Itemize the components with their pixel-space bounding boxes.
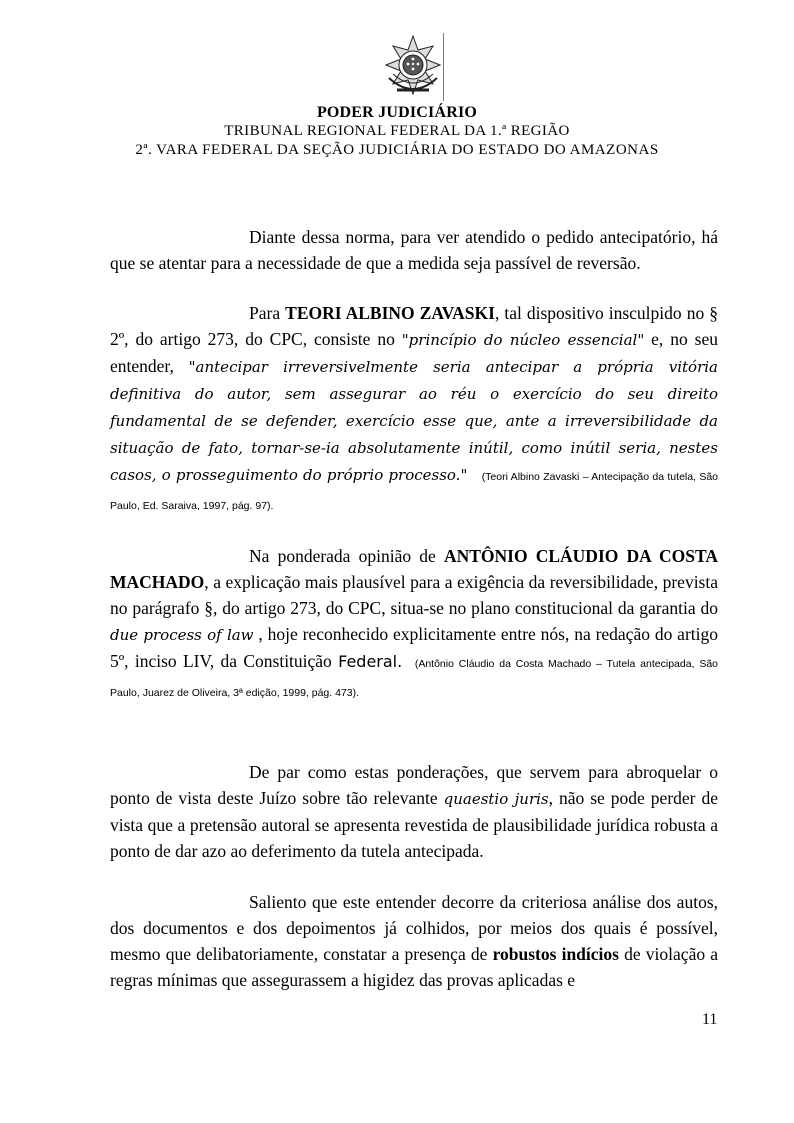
p3-text-e: , hoje reconhecido explicitamente entre nós, na redação do artigo 5º, inciso LIV, da Constituição [110, 624, 718, 671]
p3-text-f: Federal. [338, 652, 403, 671]
p5-text-c: de violação a regras mínimas que assegurassem a higidez das provas aplicadas e [110, 944, 719, 990]
p3-citation: (Antônio Cláudio da Costa Machado – Tutela antecipada, São Paulo, Juarez de Oliveira, 3ª edição, 1999, pág. 473). [110, 658, 719, 699]
p3-text-a: Na ponderada opinião de [249, 546, 444, 566]
paragraph-4 [110, 759, 718, 864]
paragraph-1-text: Diante dessa norma, para ver atendido o pedido antecipatório, há que se atentar para a necessidade de que a medida seja passível de reversão. [110, 227, 718, 273]
p3-italic-term: due process of law [110, 626, 254, 644]
p2-text-a: Para [249, 303, 286, 323]
paragraph-3 [110, 543, 718, 706]
p4-text-a: De par como estas ponderações, que servem para abroquelar o ponto de vista deste Juízo sobre tão relevante [110, 762, 718, 808]
p2-quote-long: "antecipar irreversivelmente seria antecipar a própria vitória definitiva do autor, sem assegurar ao réu o exercício do seu direito fundamental de se defender, exercício esse que, ante a irreversibilidade da situação de fato, tornar-se-ia absolutamente inútil, como inútil seria, nestes casos, o prosseguimento do próprio processo." [110, 358, 718, 484]
paragraph-5 [110, 889, 718, 993]
header-line-1: PODER JUDICIÁRIO [316, 104, 478, 121]
page-number: 11 [702, 1011, 718, 1028]
header-line-2: TRIBUNAL REGIONAL FEDERAL DA 1.ª REGIÃO [224, 123, 570, 139]
paragraph-2 [110, 300, 718, 519]
p4-italic-term: quaestio juris [443, 790, 549, 808]
p4-text-c: , não se pode perder de vista que a pretensão autoral se apresenta revestida de plausibilidade jurídica robusta a ponto de dar azo ao deferimento da tutela antecipada. [110, 788, 718, 861]
p2-quote-principle: "princípio do núcleo essencial" [401, 331, 645, 349]
p3-text-c: , a explicação mais plausível para a exigência da reversibilidade, prevista no parágrafo §, do artigo 273, do CPC, situa-se no plano constitucional da garantia do [110, 572, 718, 618]
p5-text-a: Saliento que este entender decorre da criteriosa análise dos autos, dos documentos e dos depoimentos já colhidos, por meios dos quais é possível, mesmo que delibatoriamente, constatar a presença de [110, 892, 718, 964]
p2-text-e: e, no seu entender, [110, 329, 718, 376]
p2-text-c: , tal dispositivo insculpido no § 2º, do artigo 273, do CPC, consiste no [110, 303, 718, 349]
header-line-3: 2ª. VARA FEDERAL DA SEÇÃO JUDICIÁRIA DO ESTADO DO AMAZONAS [135, 142, 659, 158]
header-red-rule [443, 33, 444, 101]
p2-author-name: TEORI ALBINO ZAVASKI [285, 303, 495, 323]
brazil-coat-of-arms-icon [383, 34, 443, 100]
paragraph-1 [110, 224, 718, 276]
p3-author-name: ANTÔNIO CLÁUDIO DA COSTA MACHADO [110, 546, 718, 592]
p2-citation: (Teori Albino Zavaski – Antecipação da tutela, São Paulo, Ed. Saraiva, 1997, pág. 97). [110, 471, 719, 512]
p5-bold-phrase: robustos indícios [492, 944, 619, 964]
